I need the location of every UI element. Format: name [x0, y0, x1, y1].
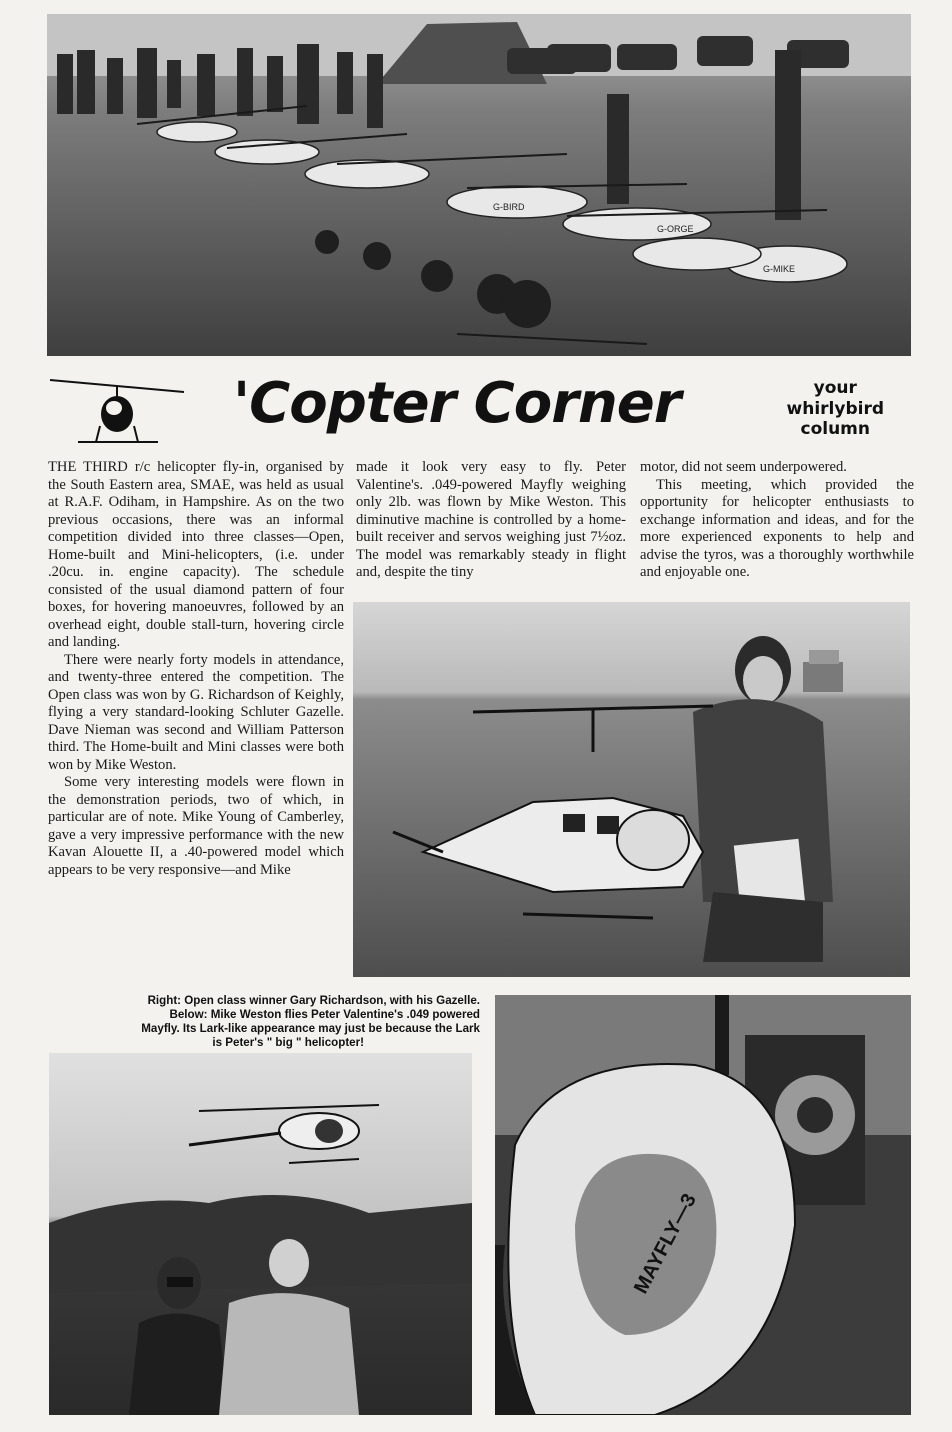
- title-tagline: [787, 378, 884, 440]
- photo-helicopter-lineup: [47, 14, 911, 356]
- tagline-line: your: [813, 378, 857, 398]
- photo-caption: [48, 994, 480, 1051]
- helicopter-registration: G-ORGE: [657, 224, 694, 234]
- caption-line: Right: Open class winner Gary Richardson, with his Gazelle.: [147, 994, 480, 1007]
- tagline-line: column: [800, 419, 871, 440]
- article-column-2: [356, 459, 626, 582]
- photo-gazelle-winner: [353, 602, 910, 977]
- page-title: 'Copter Corner: [233, 371, 681, 436]
- helicopter-logo-icon: [48, 370, 188, 454]
- tagline-line: whirlybird: [786, 398, 884, 419]
- article-paragraph: made it look very easy to fly. Peter Valentine's. .049-powered Mayfly weighing only 2lb. was flown by Mike Weston. This diminutive machine is controlled by a home-built receiver and servos weighing just 7½oz. The model was remarkably steady in flight and, despite the tiny: [356, 459, 626, 580]
- caption-line: Mayfly. Its Lark-like appearance may just be because the Lark: [141, 1022, 480, 1036]
- mayfly-label: MAYFLY—3: [629, 1190, 701, 1298]
- title-block: [48, 364, 910, 458]
- photo-mayfly-flight: [49, 1053, 472, 1415]
- caption-line: Below: Mike Weston flies Peter Valentine's .049 powered: [169, 1008, 480, 1022]
- article-column-1: [48, 459, 344, 879]
- helicopter-registration: G-BIRD: [493, 202, 525, 212]
- article-paragraph: There were nearly forty models in attendance, and twenty-three entered the competition. The Open class was won by G. Richardson of Keighly, flying a very standard-looking Schluter Gazelle. Dave Nieman was second and William Patterson third. The Home-built and Mini classes were both won by Mike Weston.: [48, 651, 344, 773]
- photo-mayfly-closeup: [495, 995, 911, 1415]
- article-paragraph: Some very interesting models were flown in the demonstration periods, two of which, in particular are of note. Mike Young of Camberley, gave a very impressive performance with the new Kavan Alouette II, a .40-powered model which appears to be very responsive—and Mike: [48, 774, 344, 878]
- article-paragraph: THE THIRD r/c helicopter fly-in, organised by the South Eastern area, SMAE, was held as usual at R.A.F. Odiham, in Hampshire. As on the two previous occasions, there was an informal competition divided into three classes—Open, Home-built and Mini-helicopters, (i.e. under .20cu. in. engine capacity). The schedule consisted of the usual diamond pattern of four boxes, for hovering manoeuvres, followed by an overhead eight, double stall-turn, hovering circle and landing.: [48, 459, 344, 650]
- caption-line: is Peter's " big " helicopter!: [212, 1036, 364, 1050]
- article-paragraph: This meeting, which provided the opportunity for helicopter enthusiasts to exchange information and ideas, and for the more experienced exponents to help and advise the tyros, was a thoroughly worthwhile and enjoyable one.: [640, 476, 914, 580]
- article-paragraph: motor, did not seem underpowered.: [640, 459, 847, 475]
- helicopter-registration: G-MIKE: [763, 264, 796, 274]
- article-column-3: [640, 459, 914, 582]
